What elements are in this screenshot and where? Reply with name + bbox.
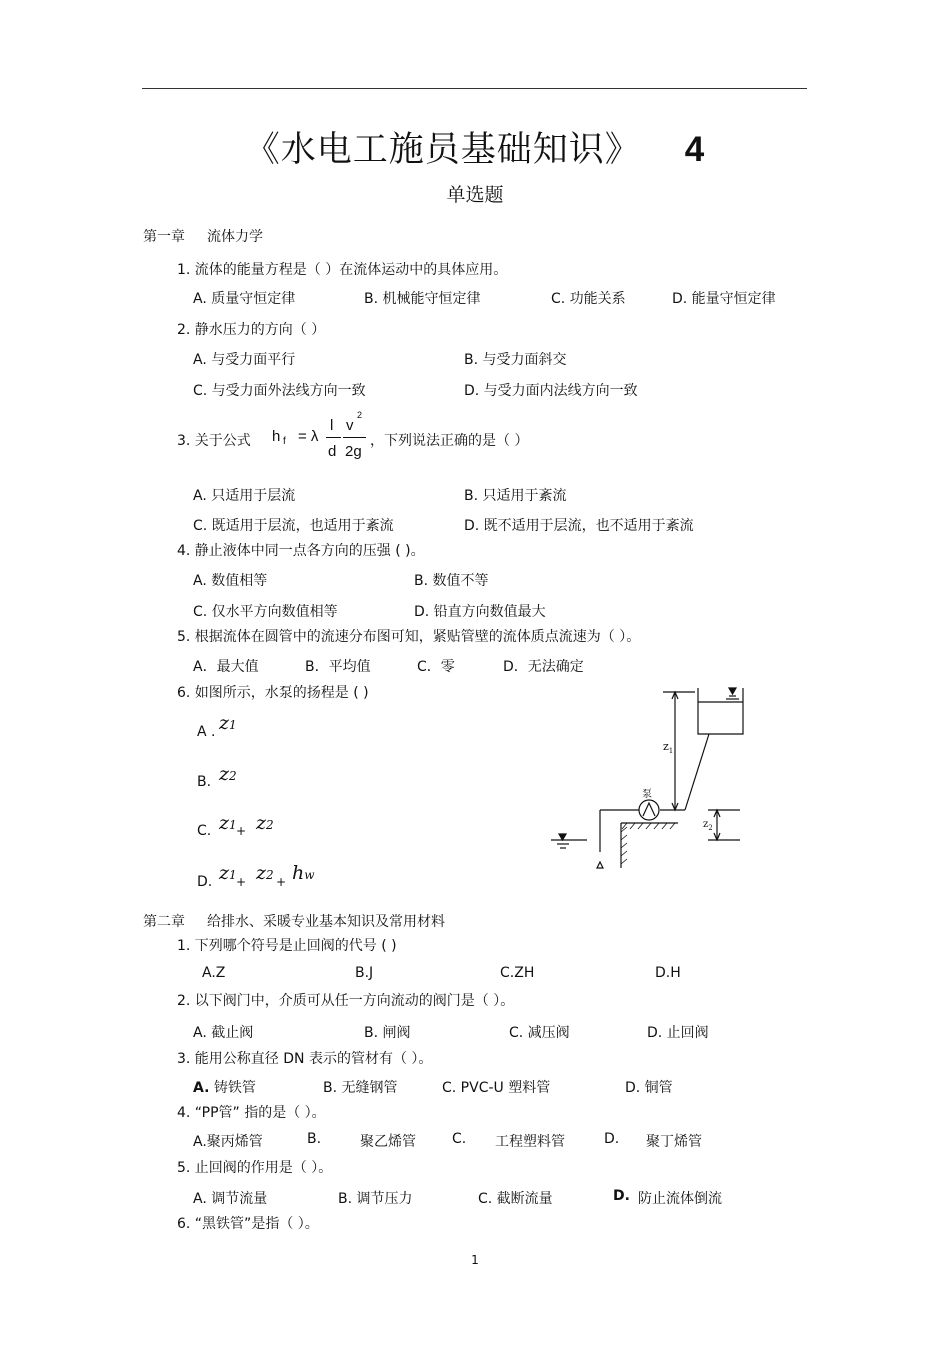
discharge-pipe xyxy=(685,734,709,810)
c2-q4-option-a: A.聚丙烯管 xyxy=(193,1134,263,1150)
c2-q3-option-d: D. 铜管 xyxy=(625,1080,673,1096)
c1-q6-option-d-plus-1: + xyxy=(236,875,247,889)
c2-q5-option-a: A. 调节流量 xyxy=(193,1191,268,1207)
c1-q2-stem: 2. 静水压力的方向（ ） xyxy=(177,322,326,338)
z2-label: $z_2$ xyxy=(703,819,713,832)
c1-q1-option-d: D. 能量守恒定律 xyxy=(672,291,776,307)
c2-q5-stem: 5. 止回阀的作用是（ ）。 xyxy=(177,1160,333,1176)
page-number: 1 xyxy=(471,1253,479,1267)
c2-q4-option-d-text: 聚丁烯管 xyxy=(646,1134,702,1150)
fraction-bar-1 xyxy=(326,437,341,438)
c1-q6-option-d-z2: z2 xyxy=(256,862,274,884)
c1-q6-option-b-letter: B. xyxy=(197,774,212,790)
fraction-bar-2 xyxy=(343,437,366,438)
c2-q2-option-d: D. 止回阀 xyxy=(647,1025,709,1041)
c2-q3-option-a-text: 铸铁管 xyxy=(209,1080,256,1096)
c1-q4-option-d: D. 铅直方向数值最大 xyxy=(414,604,546,620)
c1-q6-option-c-z2: z2 xyxy=(256,812,274,834)
c2-q1-option-a: A.Z xyxy=(202,965,226,981)
c2-q5-option-c: C. 截断流量 xyxy=(478,1191,553,1207)
z1-label: $z_1$ xyxy=(663,740,674,755)
c1-q5-stem: 5. 根据流体在圆管中的流速分布图可知，紧贴管壁的流体质点流速为（ ）。 xyxy=(177,629,641,645)
c1-q3-prefix: 3. 关于公式 xyxy=(177,433,251,449)
c1-q5-option-c: C．零 xyxy=(417,659,455,675)
chapter-1-label: 第一章 xyxy=(143,229,185,245)
formula-v: v xyxy=(346,417,354,434)
c2-q2-stem: 2. 以下阀门中，介质可从任一方向流动的阀门是（ ）。 xyxy=(177,993,515,1009)
platform-hatching xyxy=(621,823,675,864)
c1-q5-option-a: A．最大值 xyxy=(193,659,259,675)
formula-f-subscript: f xyxy=(283,436,286,447)
c1-q2-option-a: A. 与受力面平行 xyxy=(193,352,296,368)
c1-q1-option-c: C. 功能关系 xyxy=(551,291,626,307)
c1-q6-stem: 6. 如图所示，水泵的扬程是 ( ) xyxy=(177,685,369,701)
c2-q5-option-d-letter: D. xyxy=(613,1188,630,1204)
c1-q3-option-d: D. 既不适用于层流，也不适用于紊流 xyxy=(464,518,694,534)
c2-q5-option-d-text: 防止流体倒流 xyxy=(638,1191,722,1207)
chapter-1-heading xyxy=(143,226,263,246)
chapter-2-title: 给排水、采暖专业基本知识及常用材料 xyxy=(207,914,445,930)
c1-q6-option-a-letter: A . xyxy=(197,724,216,740)
c2-q3-stem: 3. 能用公称直径 DN 表示的管材有（ ）。 xyxy=(177,1051,433,1067)
chapter-2-label: 第二章 xyxy=(143,914,185,930)
c1-q5-option-b: B．平均值 xyxy=(305,659,371,675)
c1-q6-option-d-plus-2: + xyxy=(276,875,287,889)
title-text: 《水电工施员基础知识》 xyxy=(244,130,641,170)
c1-q6-option-b-z2: z2 xyxy=(219,763,237,785)
c2-q4-option-b-letter: B. xyxy=(307,1131,322,1147)
c2-q4-stem: 4. “PP管” 指的是（ ）。 xyxy=(177,1105,326,1121)
c1-q2-option-d: D. 与受力面内法线方向一致 xyxy=(464,383,638,399)
c1-q3-suffix: ，下列说法正确的是（ ） xyxy=(370,433,529,449)
c2-q6-stem: 6. “黑铁管”是指（ ）。 xyxy=(177,1216,319,1232)
c2-q5-option-b: B. 调节压力 xyxy=(338,1191,413,1207)
c2-q4-option-d-letter: D. xyxy=(604,1131,620,1147)
c1-q3-option-a: A. 只适用于层流 xyxy=(193,488,296,504)
document-title xyxy=(0,122,950,172)
upper-tank xyxy=(698,688,743,734)
lower-water-symbol xyxy=(559,834,566,840)
c1-q6-option-c-letter: C. xyxy=(197,823,212,839)
c1-q4-option-a: A. 数值相等 xyxy=(193,573,268,589)
c2-q1-stem: 1. 下列哪个符号是止回阀的代号 ( ) xyxy=(177,938,397,954)
pump-label: 泵 xyxy=(642,789,652,800)
chapter-1-title: 流体力学 xyxy=(207,229,263,245)
c1-q6-option-d-z1: z1 xyxy=(219,862,237,884)
chapter-2-heading xyxy=(143,911,445,931)
c2-q4-option-b-text: 聚乙烯管 xyxy=(360,1134,416,1150)
c2-q3-option-a-letter: A. xyxy=(193,1080,210,1096)
c1-q6-option-c-z1: z1 xyxy=(219,812,237,834)
c2-q1-option-d: D.H xyxy=(655,965,681,981)
c2-q2-option-c: C. 减压阀 xyxy=(509,1025,570,1041)
c1-q3-option-b: B. 只适用于紊流 xyxy=(464,488,567,504)
formula-square: 2 xyxy=(357,410,363,420)
c1-q6-option-a-z1: z1 xyxy=(219,712,237,734)
c2-q3-option-a xyxy=(193,1077,256,1097)
c1-q1-stem: 1. 流体的能量方程是（ ）在流体运动中的具体应用。 xyxy=(177,262,508,278)
c1-q6-option-d-hw: hw xyxy=(292,862,315,884)
c1-q4-option-b: B. 数值不等 xyxy=(414,573,489,589)
pump-diagram xyxy=(545,682,760,882)
formula-h: h xyxy=(272,428,281,445)
header-rule xyxy=(142,88,807,89)
c2-q1-option-c: C.ZH xyxy=(500,965,535,981)
pump-impeller xyxy=(643,803,655,816)
c1-q1-option-a: A. 质量守恒定律 xyxy=(193,291,296,307)
c2-q3-option-b: B. 无缝钢管 xyxy=(323,1080,398,1096)
c1-q4-option-c: C. 仅水平方向数值相等 xyxy=(193,604,338,620)
formula-equals-lambda: = λ xyxy=(298,428,319,445)
c1-q4-stem: 4. 静止液体中同一点各方向的压强 ( )。 xyxy=(177,543,425,559)
c2-q2-option-b: B. 闸阀 xyxy=(364,1025,411,1041)
c1-q6-option-c-plus: + xyxy=(236,824,247,838)
c1-q6-option-d-letter: D. xyxy=(197,874,213,890)
c1-q2-option-c: C. 与受力面外法线方向一致 xyxy=(193,383,366,399)
c1-q1-option-b: B. 机械能守恒定律 xyxy=(364,291,481,307)
formula-2g: 2g xyxy=(345,443,362,460)
c1-q5-option-d: D．无法确定 xyxy=(503,659,584,675)
title-number: 4 xyxy=(684,130,706,169)
formula-d: d xyxy=(328,443,337,460)
c2-q4-option-c-text: 工程塑料管 xyxy=(495,1134,565,1150)
c2-q1-option-b: B.J xyxy=(355,965,374,981)
c2-q3-option-c: C. PVC-U 塑料管 xyxy=(442,1080,551,1096)
foot-valve-symbol xyxy=(597,862,603,868)
c2-q2-option-a: A. 截止阀 xyxy=(193,1025,254,1041)
tank-water-symbol xyxy=(729,688,736,694)
formula-l: l xyxy=(330,417,334,434)
c1-q2-option-b: B. 与受力面斜交 xyxy=(464,352,567,368)
section-subtitle: 单选题 xyxy=(446,184,504,206)
c1-q3-option-c: C. 既适用于层流，也适用于紊流 xyxy=(193,518,394,534)
c2-q4-option-c-letter: C. xyxy=(452,1131,467,1147)
